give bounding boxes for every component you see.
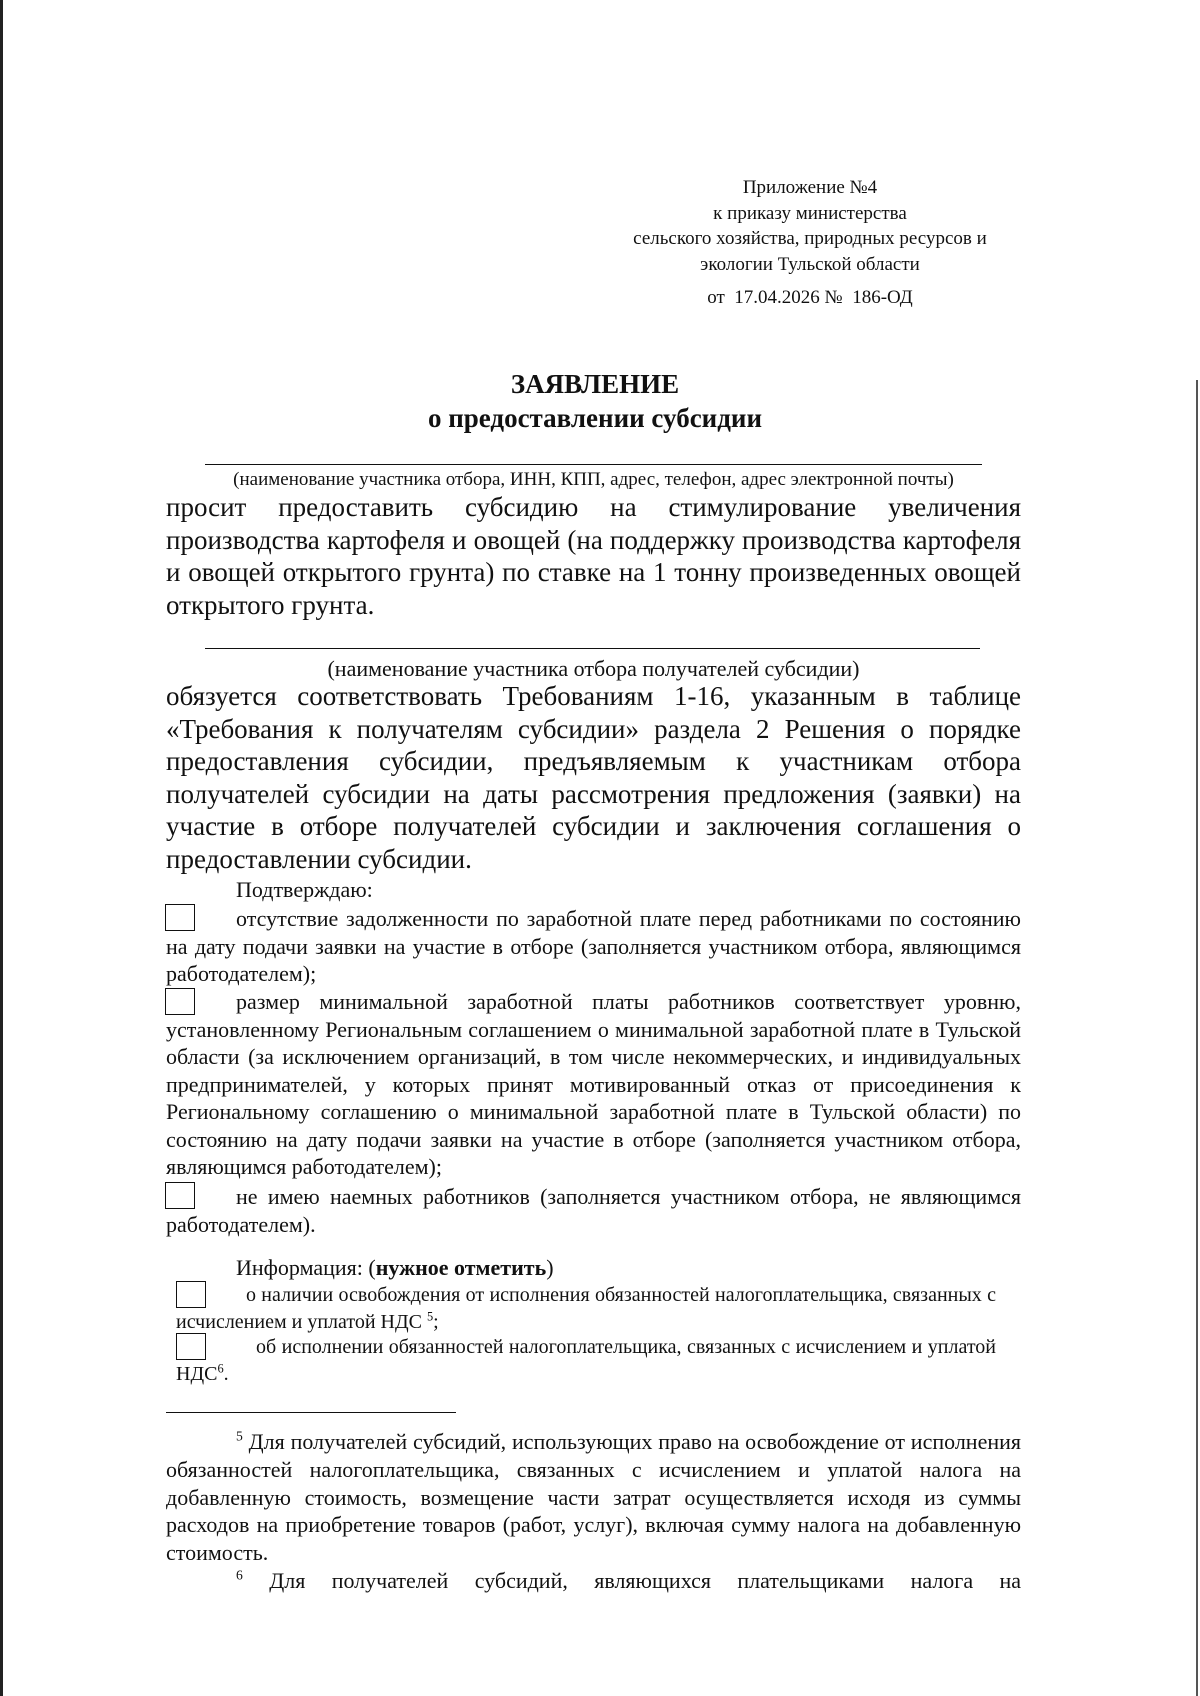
title-heading: ЗАЯВЛЕНИЕ bbox=[510, 369, 680, 399]
appendix-line-4: экологии Тульской области bbox=[700, 253, 920, 275]
appendix-header bbox=[560, 175, 1060, 311]
confirm-item-1: отсутствие задолженности по заработной плате перед работниками по состоянию на дату подачи заявки на участие в отборе (заполняется участником отбора, являющимся работодателем); bbox=[166, 906, 1021, 986]
info-label-prefix: Информация: ( bbox=[236, 1255, 376, 1280]
applicant-caption: (наименование участника отбора, ИНН, КПП, адрес, телефон, адрес электронной почты) bbox=[233, 469, 954, 490]
info-item-2-tail: . bbox=[223, 1362, 229, 1385]
request-paragraph: просит предоставить субсидию на стимулирование увеличения производства картофеля и овощей (на поддержку производства картофеля и овощей открытого грунта) по ставке на 1 тонну произведенных овощей открытого грунта. bbox=[166, 492, 1021, 620]
info-label-suffix: ) bbox=[546, 1255, 554, 1280]
recipient-caption: (наименование участника отбора получателей субсидии) bbox=[327, 656, 860, 681]
appendix-line-3: сельского хозяйства, природных ресурсов и bbox=[633, 228, 987, 249]
obligation-paragraph: обязуется соответствовать Требованиям 1-16, указанным в таблице «Требования к получателям субсидии» раздела 2 Решения о порядке предоставления субсидии, предъявляемым к участникам отбора получателей субсидии на даты рассмотрения предложения (заявки) на участие в отборе получателей субсидии и заключения соглашения о предоставлении субсидии. bbox=[166, 681, 1021, 874]
info-label bbox=[236, 1254, 554, 1282]
scan-edge-left bbox=[0, 0, 3, 1696]
info-item-1-footnote-ref: 5 bbox=[426, 1308, 434, 1323]
order-date: 17.04.2026 bbox=[734, 287, 820, 308]
document-title bbox=[0, 367, 1190, 435]
footnote-separator bbox=[166, 1412, 456, 1413]
confirm-label: Подтверждаю: bbox=[236, 877, 373, 902]
order-number: 186-ОД bbox=[852, 287, 913, 308]
info-item-2-text: об исполнении обязанностей налогоплательщика, связанных с исчислением и уплатой НДС bbox=[176, 1336, 996, 1385]
footnote-6-text: Для получателей субсидий, являющихся плательщиками налога на bbox=[269, 1568, 1022, 1593]
info-item-1-text: о наличии освобождения от исполнения обязанностей налогоплательщика, связанных с исчислением и уплатой НДС bbox=[176, 1284, 996, 1333]
info-item-1 bbox=[176, 1282, 996, 1335]
scan-edge-right bbox=[1196, 380, 1198, 1696]
number-prefix: № bbox=[824, 287, 843, 308]
appendix-line-1: Приложение №4 bbox=[742, 177, 878, 198]
info-label-bold: нужное отметить bbox=[375, 1255, 547, 1280]
confirm-item-3: не имею наемных работников (заполняется участником отбора, не являющимся работодателем). bbox=[166, 1184, 1021, 1237]
recipient-fill-line[interactable] bbox=[205, 648, 980, 649]
footnote-5-text: Для получателей субсидий, использующих право на освобождение от исполнения обязанностей налогоплательщика, связанных с исчислением и уплатой налога на добавленную стоимость, возмещение части затрат осуществляется исходя из суммы расходов на приобретение товаров (работ, услуг), включая сумму налога на добавленную стоимость. bbox=[166, 1429, 1022, 1566]
info-item-2 bbox=[176, 1334, 996, 1387]
footnote-6-number: 6 bbox=[236, 1567, 243, 1583]
applicant-fill-line[interactable] bbox=[205, 464, 982, 465]
order-date-line bbox=[560, 285, 1060, 311]
footnote-5-number: 5 bbox=[236, 1428, 243, 1444]
appendix-line-2: к приказу министерства bbox=[713, 202, 907, 224]
date-prefix: от bbox=[707, 287, 725, 308]
info-item-1-tail: ; bbox=[433, 1310, 439, 1333]
info-item-2-footnote-ref: 6 bbox=[217, 1360, 224, 1375]
footnote-5 bbox=[166, 1428, 1021, 1567]
footnote-6 bbox=[166, 1567, 1021, 1595]
title-subheading: о предоставлении субсидии bbox=[427, 403, 763, 433]
confirm-item-2: размер минимальной заработной платы работников соответствует уровню, установленному Региональным соглашением о минимальной заработной плате в Тульской области (за исключением организаций, в том числе некоммерческих, и индивидуальных предпринимателей, у которых принят мотивированный отказ от присоединения к Региональному соглашению о минимальной заработной плате в Тульской области) по состоянию на дату подачи заявки на участие в отборе (заполняется участником отбора, являющимся работодателем); bbox=[166, 989, 1021, 1179]
